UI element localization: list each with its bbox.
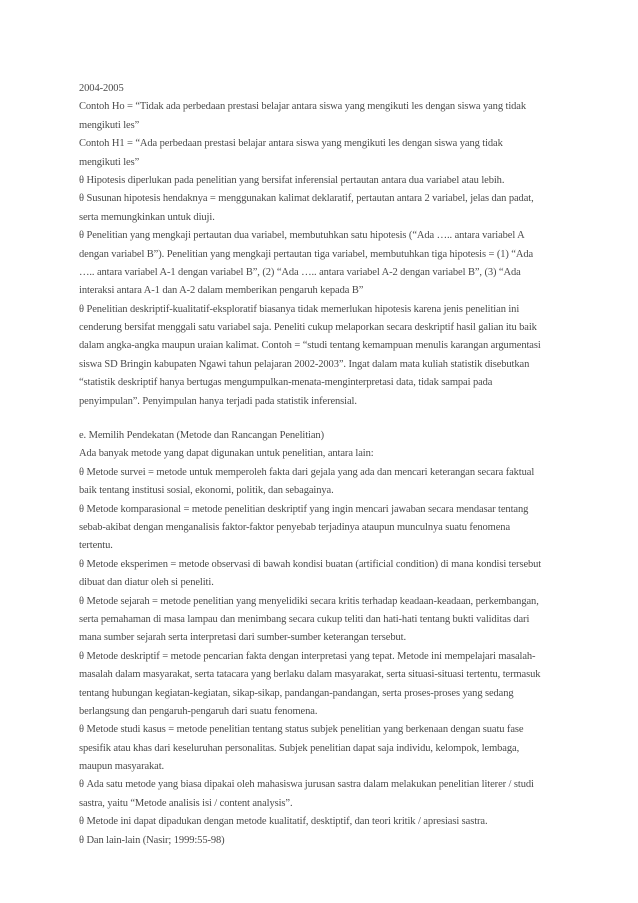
text-line: baik tentang institusi sosial, ekonomi, politik, dan sebagainya. <box>79 485 334 497</box>
text-line: maupun masyarakat. <box>79 761 165 773</box>
text-line: mengikuti les” <box>79 156 140 168</box>
text-line: Contoh H1 = “Ada perbedaan prestasi belajar antara siswa yang mengikuti les dengan siswa yang tidak <box>79 138 503 150</box>
text-line: serta memungkinkan untuk diuji. <box>79 211 215 223</box>
hypothesis-section <box>79 80 579 411</box>
text-line: θ Metode eksperimen = metode observasi di bawah kondisi buatan (artificial condition) di mana kondisi tersebut <box>79 558 542 570</box>
text-line: masalah dalam masyarakat, serta tatacara yang berlaku dalam masyarakat, serta situasi-situasi tertentu, termasuk <box>79 669 541 681</box>
text-line: θ Metode deskriptif = metode pencarian fakta dengan interpretasi yang tepat. Metode ini mempelajari masalah- <box>79 650 536 662</box>
text-line: cenderung bersifat menggali satu variabel saja. Peneliti cukup melaporkan secara deskriptif hasil galian itu baik <box>79 322 537 334</box>
text-line: “statistik deskriptif hanya bertugas mengumpulkan-menata-menginterpretasi data, tidak sampai pada <box>79 377 493 389</box>
text-line: θ Ada satu metode yang biasa dipakai oleh mahasiswa jurusan sastra dalam melakukan penelitian literer / studi <box>79 779 534 791</box>
text-line: interaksi antara A-1 dan A-2 dalam memberikan pengaruh kepada B” <box>79 285 364 297</box>
text-line: mengikuti les” <box>79 119 140 131</box>
text-line: θ Penelitian deskriptif-kualitatif-eksploratif biasanya tidak memerlukan hipotesis karena jenis penelitian ini <box>79 303 520 315</box>
text-line: θ Metode sejarah = metode penelitian yang menyelidiki secara kritis terhadap keadaan-keadaan, perkembangan, <box>79 595 539 607</box>
text-line: Contoh Ho = “Tidak ada perbedaan prestasi belajar antara siswa yang mengikuti les dengan siswa yang tidak <box>79 101 526 113</box>
text-line: θ Dan lain-lain (Nasir; 1999:55-98) <box>79 834 225 846</box>
text-line: spesifik atau khas dari keseluruhan personalitas. Subjek penelitian dapat saja individu, kelompok, lembaga, <box>79 742 520 754</box>
document-body <box>79 80 579 850</box>
text-line: dalam angka-angka maupun uraian kalimat. Contoh = “studi tentang kemampuan menulis karangan argumentasi <box>79 340 541 352</box>
methods-section <box>79 427 579 850</box>
text-line: dibuat dan diatur oleh si peneliti. <box>79 577 214 589</box>
text-line: mana sumber sejarah serta interpretasi dari sumber-sumber keterangan tersebut. <box>79 632 406 644</box>
text-line: θ Susunan hipotesis hendaknya = menggunakan kalimat deklaratif, pertautan antara 2 variabel, jelas dan padat, <box>79 193 534 205</box>
text-line: penyimpulan”. Penyimpulan hanya terjadi pada statistik inferensial. <box>79 395 357 407</box>
text-line: θ Metode ini dapat dipadukan dengan metode kualitatif, desktiptif, dan teori kritik / apresiasi sastra. <box>79 816 488 828</box>
text-line: θ Metode studi kasus = metode penelitian tentang status subjek penelitian yang berkenaan dengan suatu fase <box>79 724 524 736</box>
paragraph-gap <box>79 411 579 427</box>
text-line: sastra, yaitu “Metode analisis isi / content analysis”. <box>79 797 293 809</box>
text-line: tertentu. <box>79 540 113 552</box>
text-line: sebab-akibat dengan menganalisis faktor-faktor penyebab terjadinya ataupun munculnya suatu fenomena <box>79 521 511 533</box>
text-line: ….. antara variabel A-1 dengan variabel B”, (2) “Ada ….. antara variabel A-2 dengan variabel B”, (3) “Ada <box>79 266 521 278</box>
text-line: siswa SD Bringin kabupaten Ngawi tahun pelajaran 2002-2003”. Ingat dalam mata kuliah statistik disebutkan <box>79 358 530 370</box>
text-line: θ Metode survei = metode untuk memperoleh fakta dari gejala yang ada dan mencari keterangan secara faktual <box>79 466 535 478</box>
text-line: θ Hipotesis diperlukan pada penelitian yang bersifat inferensial pertautan antara dua variabel atau lebih. <box>79 174 505 186</box>
text-line: 2004-2005 <box>79 83 124 94</box>
text-line: tentang hubungan kegiatan-kegiatan, sikap-sikap, pandangan-pandangan, serta proses-proses yang sedang <box>79 687 514 699</box>
text-line: θ Metode komparasional = metode penelitian deskriptif yang ingin mencari jawaban secara mendasar tentang <box>79 503 529 515</box>
text-line: e. Memilih Pendekatan (Metode dan Rancangan Penelitian) <box>79 430 324 442</box>
text-line: Ada banyak metode yang dapat digunakan untuk penelitian, antara lain: <box>79 448 374 460</box>
text-line: berlangsung dan pengaruh-pengaruh dari suatu fenomena. <box>79 705 318 717</box>
text-line: dengan variabel B”). Penelitian yang mengkaji pertautan tiga variabel, membutuhkan tiga hipotesis = (1) “Ada <box>79 248 534 260</box>
text-line: θ Penelitian yang mengkaji pertautan dua variabel, membutuhkan satu hipotesis (“Ada ….. antara variabel A <box>79 230 525 242</box>
text-line: serta pemahaman di masa lampau dan menimbang secara cukup teliti dan hati-hati tentang bukti validitas dari <box>79 613 530 625</box>
